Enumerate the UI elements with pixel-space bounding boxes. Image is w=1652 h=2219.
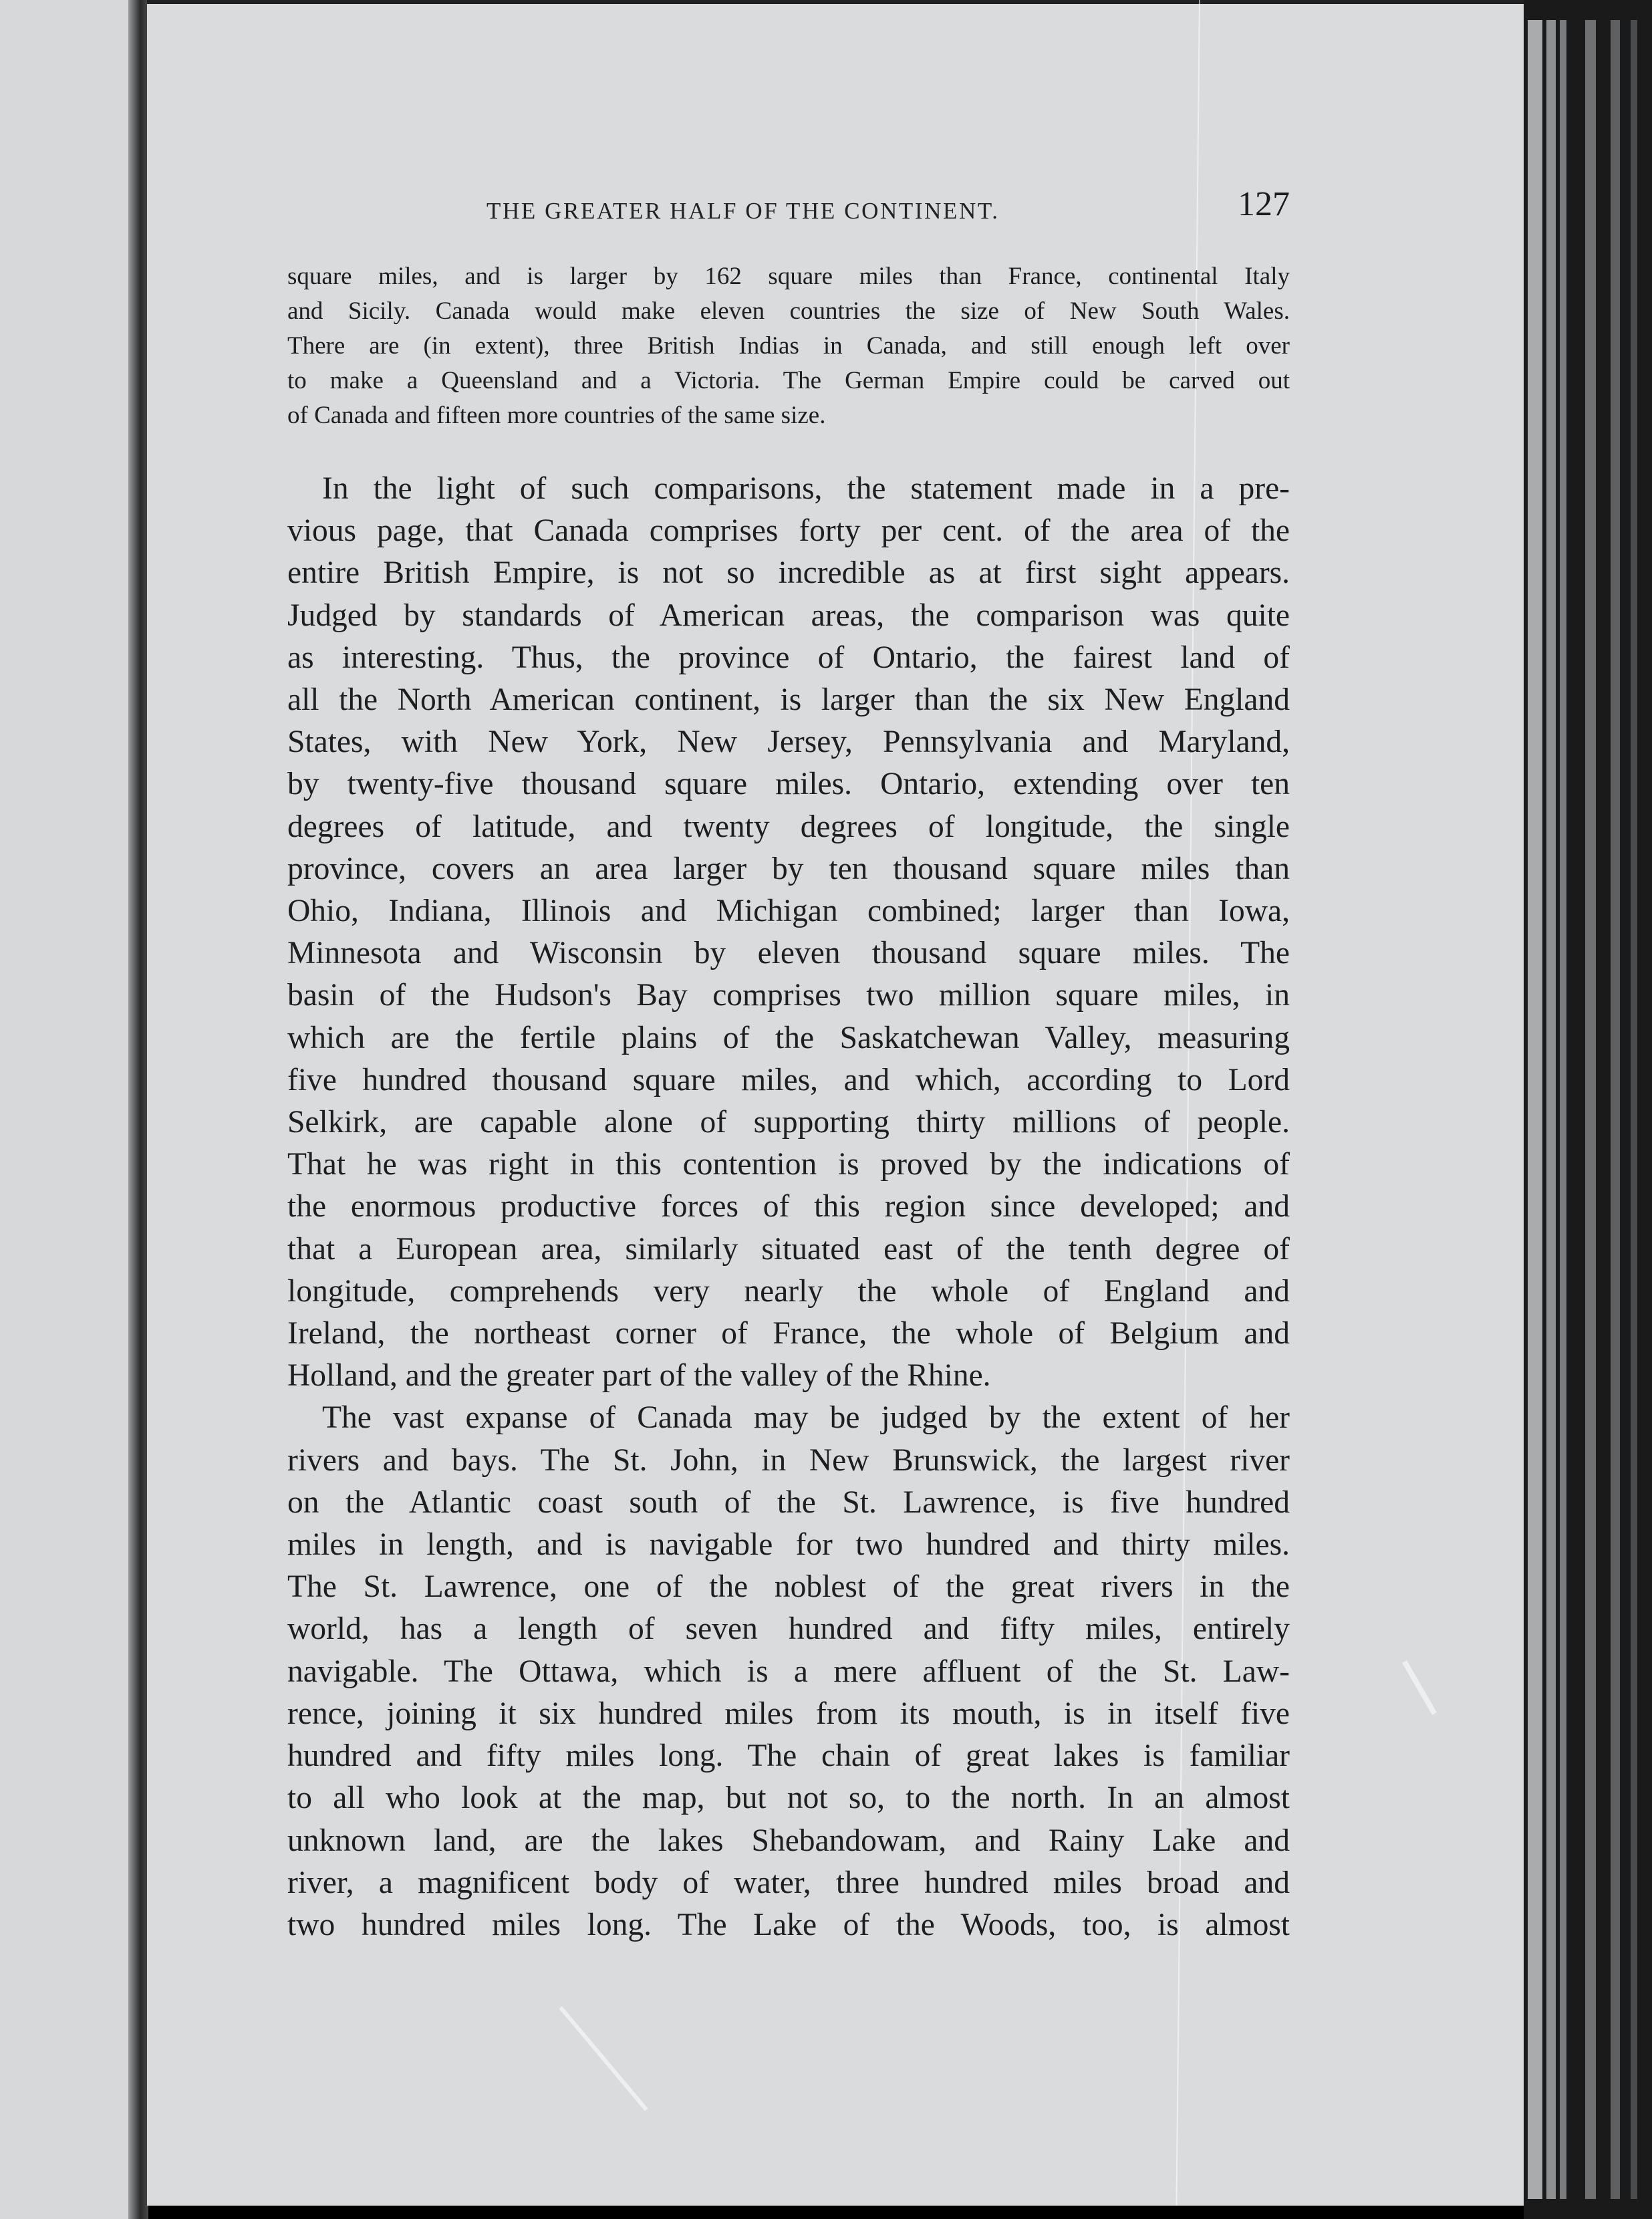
page-stack-edge [1524,0,1652,2219]
small-print-paragraph [287,259,1290,433]
text-line: square miles, and is larger by 162 square miles than France, continental Italy [287,263,1290,290]
text-line: rence, joining it six hundred miles from its mouth, is in itself five [287,1696,1290,1731]
page-leaf [1611,20,1620,2199]
body-text [287,468,1290,1946]
text-line: of Canada and fifteen more countries of the same size. [287,402,826,429]
page-leaf [1528,20,1542,2199]
text-line: province, covers an area larger by ten thousand square miles than [287,851,1290,886]
running-title: THE GREATER HALF OF THE CONTINENT. [487,198,1000,224]
text-line: five hundred thousand square miles, and which, according to Lord [287,1062,1290,1097]
text-line: miles in length, and is navigable for two hundred and thirty miles. [287,1527,1290,1563]
text-line: which are the fertile plains of the Saskatchewan Valley, measuring [287,1020,1290,1055]
text-line: by twenty-five thousand square miles. Ontario, extending over ten [287,767,1290,802]
text-line: as interesting. Thus, the province of Ontario, the fairest land of [287,640,1290,675]
previous-page-edge [0,0,134,2219]
text-line: on the Atlantic coast south of the St. Lawrence, is five hundred [287,1484,1290,1520]
text-line: navigable. The Ottawa, which is a mere affluent of the St. Law- [287,1654,1290,1689]
text-line: to make a Queensland and a Victoria. The German Empire could be carved out [287,367,1290,394]
text-line: that a European area, similarly situated east of the tenth degree of [287,1231,1290,1267]
text-line: Selkirk, are capable alone of supporting thirty millions of people. [287,1105,1290,1140]
text-line: Ireland, the northeast corner of France, the whole of Belgium and [287,1316,1290,1351]
text-line: entire British Empire, is not so incredible as at first sight appears. [287,555,1290,591]
page-leaf [1585,20,1596,2199]
text-line: States, with New York, New Jersey, Pennsylvania and Maryland, [287,725,1290,760]
text-line: Minnesota and Wisconsin by eleven thousand square miles. The [287,936,1290,971]
text-line: Holland, and the greater part of the valley of the Rhine. [287,1358,991,1394]
text-line: In the light of such comparisons, the statement made in a pre- [322,471,1290,506]
text-line: to all who look at the map, but not so, to the north. In an almost [287,1781,1290,1816]
paragraph [287,468,1290,1397]
text-line: Judged by standards of American areas, the comparison was quite [287,598,1290,633]
text-line: hundred and fifty miles long. The chain of great lakes is familiar [287,1738,1290,1774]
text-line: basin of the Hudson's Bay comprises two million square miles, in [287,978,1290,1013]
page-leaf [1560,20,1566,2199]
text-line: two hundred miles long. The Lake of the Woods, too, is almost [287,1907,1290,1942]
text-line: vious page, that Canada comprises forty per cent. of the area of the [287,513,1290,549]
text-line: river, a magnificent body of water, three hundred miles broad and [287,1865,1290,1900]
text-line: the enormous productive forces of this region since developed; and [287,1189,1290,1224]
text-line: There are (in extent), three British Indias in Canada, and still enough left over [287,332,1290,360]
text-line: longitude, comprehends very nearly the whole of England and [287,1273,1290,1309]
text-line: world, has a length of seven hundred and fifty miles, entirely [287,1611,1290,1647]
text-line: The vast expanse of Canada may be judged by the extent of her [322,1400,1290,1436]
text-line: Ohio, Indiana, Illinois and Michigan combined; larger than Iowa, [287,894,1290,929]
page-leaf [1631,20,1637,2199]
paragraph [287,1397,1290,1946]
text-line: unknown land, are the lakes Shebandowam, and Rainy Lake and [287,1823,1290,1858]
page-number: 127 [1238,185,1290,223]
text-line: The St. Lawrence, one of the noblest of the great rivers in the [287,1569,1290,1605]
gutter-shadow [128,0,148,2219]
text-line: That he was right in this contention is proved by the indications of [287,1147,1290,1182]
text-line: degrees of latitude, and twenty degrees of longitude, the single [287,809,1290,844]
text-line: and Sicily. Canada would make eleven countries the size of New South Wales. [287,297,1290,325]
page-top-edge [147,0,1524,4]
page-leaf [1546,20,1556,2199]
text-line: all the North American continent, is larger than the six New England [287,682,1290,718]
running-head [287,179,1290,239]
text-line: rivers and bays. The St. John, in New Brunswick, the largest river [287,1442,1290,1478]
